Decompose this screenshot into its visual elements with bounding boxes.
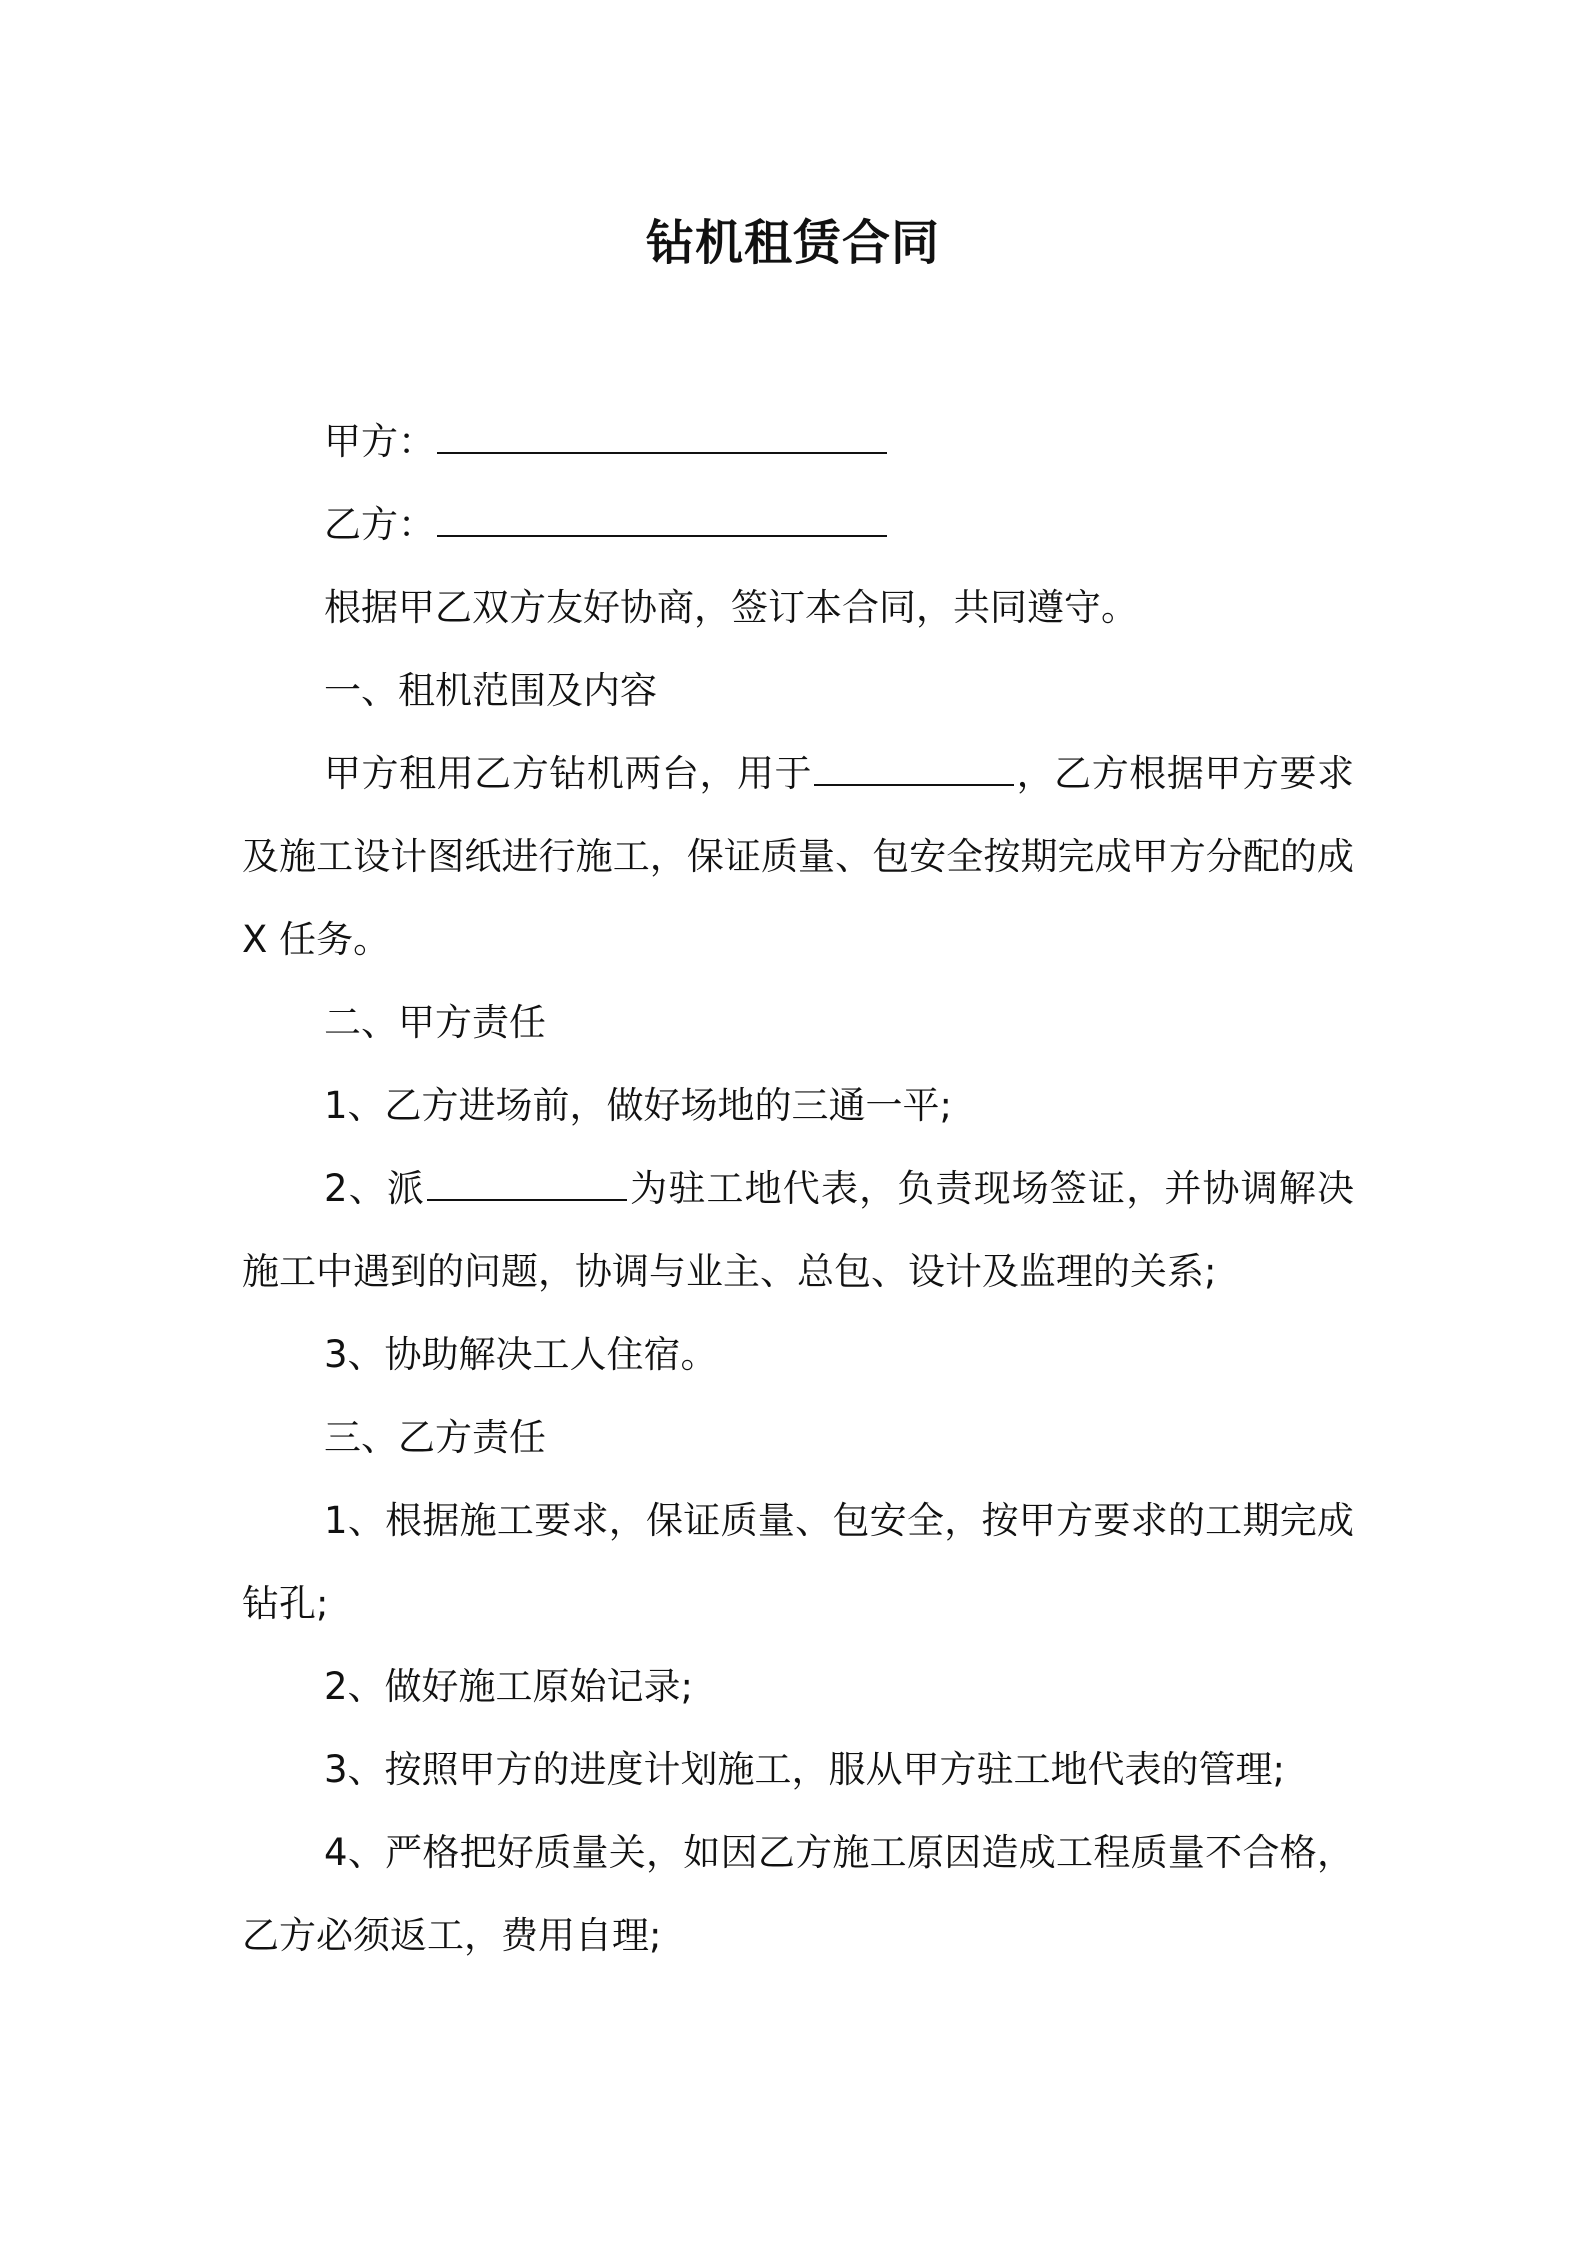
party-a-blank <box>437 413 887 454</box>
section2-heading: 二、甲方责任 <box>324 1001 546 1044</box>
intro-paragraph: 根据甲乙双方友好协商，签订本合同，共同遵守。 <box>324 586 1138 629</box>
party-b-line <box>242 483 1354 566</box>
party-b-blank <box>437 496 887 537</box>
section1-heading: 一、租机范围及内容 <box>324 669 657 712</box>
section1-paragraph <box>242 732 1354 981</box>
section2-item2-blank <box>427 1160 627 1201</box>
party-a-label: 甲方： <box>324 420 435 463</box>
section3-heading: 三、乙方责任 <box>324 1416 546 1459</box>
section3-item4: 4、严格把好质量关，如因乙方施工原因造成工程质量不合格，乙方必须返工，费用自理; <box>242 1831 1354 1957</box>
document-body <box>242 400 1354 1977</box>
party-a-line <box>242 400 1354 483</box>
section2-item2-before: 2、派 <box>324 1167 426 1210</box>
section1-text-after: ，乙方根据甲方要求及施工设计图纸进行施工，保证质量、包安全按期完成甲方分配的成 X 任务。 <box>242 752 1355 961</box>
section1-blank <box>814 745 1014 786</box>
section2-item2 <box>242 1147 1354 1313</box>
section2-item3: 3、协助解决工人住宿。 <box>324 1333 718 1376</box>
section3-item1: 1、根据施工要求，保证质量、包安全，按甲方要求的工期完成钻孔; <box>242 1499 1354 1625</box>
section2-item2-after: 为驻工地代表，负责现场签证，并协调解决施工中遇到的问题，协调与业主、总包、设计及监理的关系; <box>242 1167 1354 1293</box>
section1-text-before: 甲方租用乙方钻机两台，用于 <box>324 752 813 795</box>
section2-item1: 1、乙方进场前，做好场地的三通一平; <box>324 1084 953 1127</box>
document-title: 钻机租赁合同 <box>645 215 940 271</box>
section3-item3: 3、按照甲方的进度计划施工，服从甲方驻工地代表的管理; <box>324 1748 1286 1791</box>
section3-item2: 2、做好施工原始记录; <box>324 1665 694 1708</box>
party-b-label: 乙方： <box>324 503 435 546</box>
